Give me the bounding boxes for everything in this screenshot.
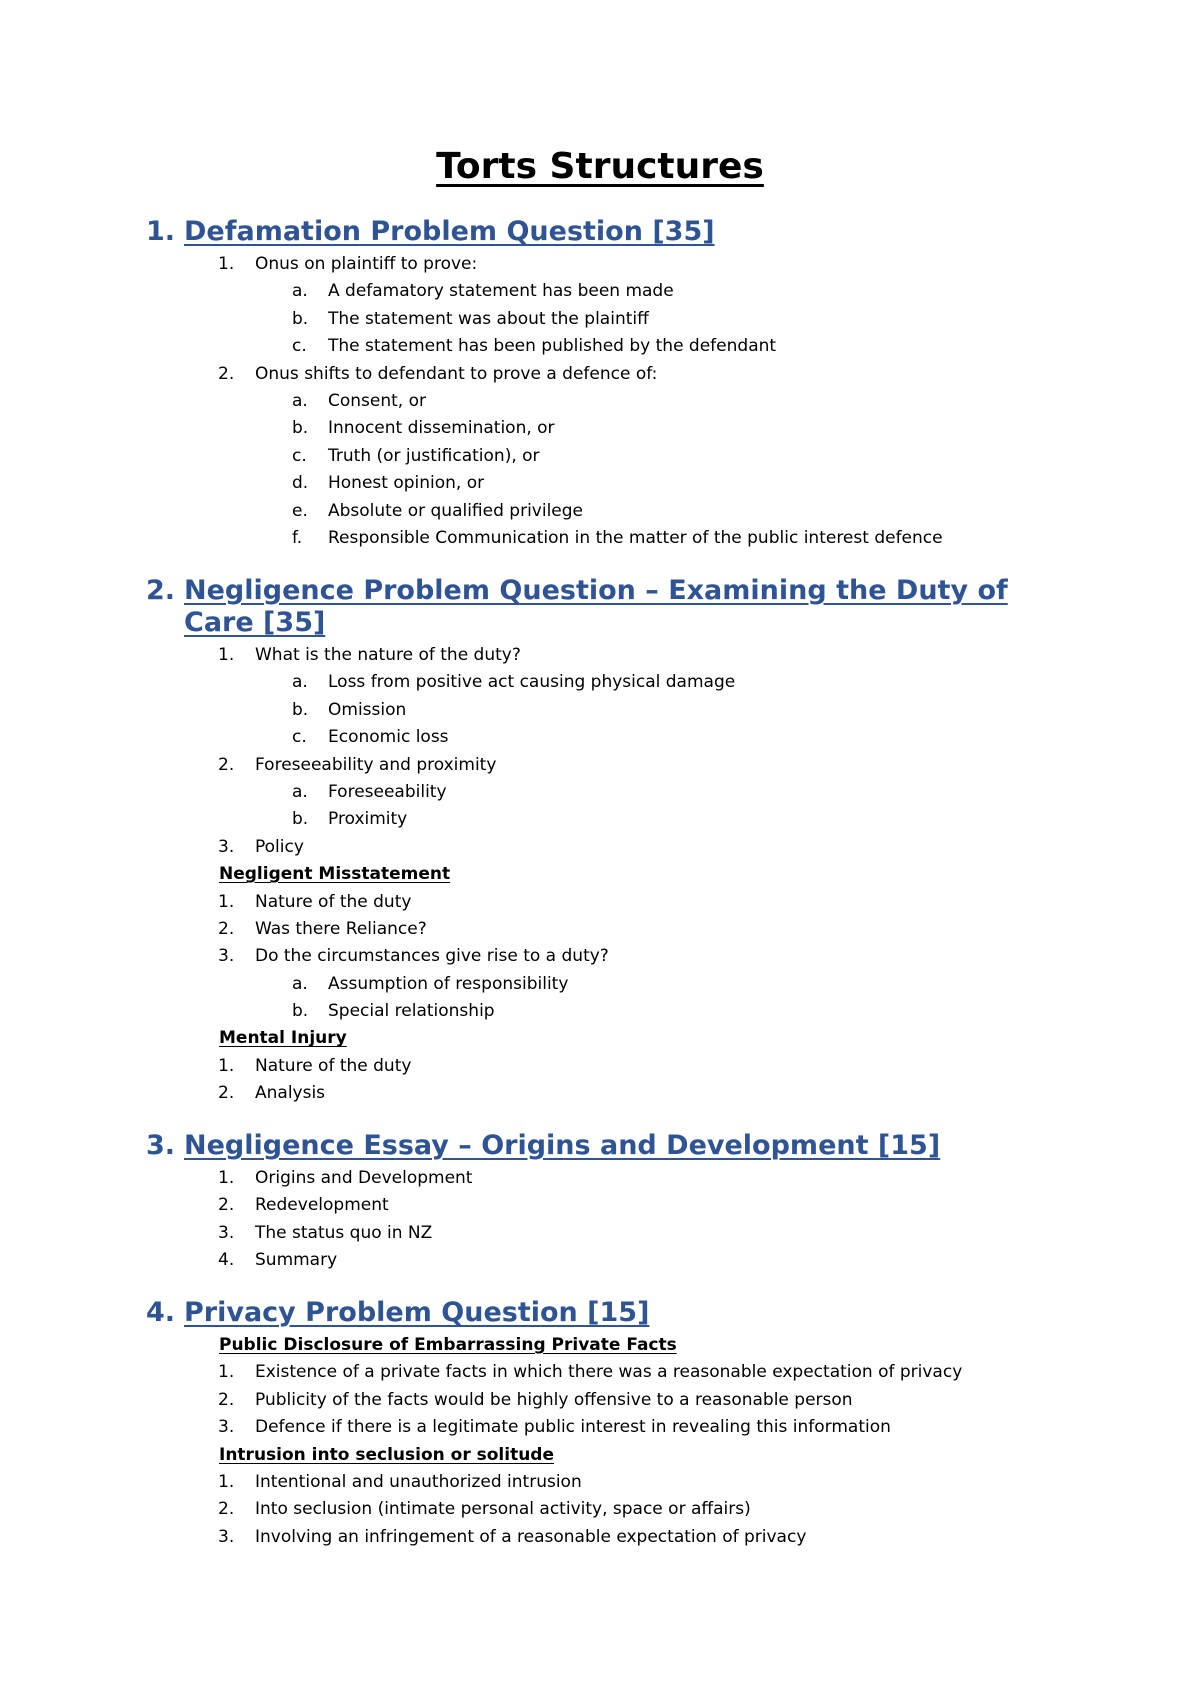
list-marker: f. [292,527,303,548]
list-item-text: Special relationship [328,1001,495,1022]
section-heading [146,1297,1076,1329]
section-heading-text: Negligence Problem Question – Examining the Duty of Care [35] [184,575,1008,638]
list-marker: a. [292,973,308,994]
list-marker: c. [292,727,307,748]
section-heading [146,216,1076,248]
list-item-text: Foreseeability [328,781,447,802]
list-item-text: Responsible Communication in the matter of the public interest defence [328,527,943,548]
list-item [146,1192,1076,1219]
section-number: 1. [146,216,176,247]
list-item-text: Into seclusion (intimate personal activity, space or affairs) [255,1499,751,1520]
list-item [146,1080,1076,1107]
list-subitem [146,971,1076,998]
list-item-text: Onus on plaintiff to prove: [255,254,478,274]
list-marker: b. [292,1001,309,1022]
list-item-text: Policy [255,836,304,857]
list-subitem [146,278,1076,305]
list-subitem [146,779,1076,806]
list-marker: a. [292,672,308,693]
list-item-text: Intentional and unauthorized intrusion [255,1471,582,1492]
list-item-text: Origins and Development [255,1168,473,1188]
subheading-text: Mental Injury [219,1028,347,1049]
list-item-text: Innocent dissemination, or [328,418,555,439]
list-item-text: A defamatory statement has been made [328,281,674,302]
section-privacy [146,1297,1076,1551]
list-marker: c. [292,336,307,357]
list-marker: 2. [218,754,235,775]
list-marker: 1. [218,1362,235,1383]
list-item [146,1496,1076,1523]
list-item-text: Omission [328,699,407,720]
list-marker: 4. [218,1250,235,1271]
list-item-text: Existence of a private facts in which there was a reasonable expectation of privacy [255,1362,963,1383]
list-item-text: Loss from positive act causing physical damage [328,672,736,693]
list-item-text: Honest opinion, or [328,473,485,494]
list-item-text: The statement was about the plaintiff [328,308,649,329]
list-subitem [146,806,1076,833]
list-item-text: Summary [255,1250,338,1271]
list-marker: 3. [218,836,235,857]
list-item [146,1359,1076,1386]
list-marker: 2. [218,918,235,939]
list-item-text: Consent, or [328,390,426,411]
list-marker: 3. [218,946,235,967]
list-marker: 2. [218,1389,235,1410]
list-subitem [146,415,1076,442]
list-item [146,834,1076,861]
list-marker: a. [292,390,308,411]
list-marker: 2. [218,1499,235,1520]
list-marker: 3. [218,1526,235,1547]
section-number: 3. [146,1130,176,1161]
list-marker: a. [292,781,308,802]
list-subitem [146,998,1076,1025]
list-marker: 3. [218,1222,235,1243]
list-item [146,642,1076,669]
list-item [146,1524,1076,1551]
list-marker: c. [292,445,307,466]
list-marker: a. [292,281,308,302]
subheading [146,861,1076,888]
list-item [146,1165,1076,1192]
subheading-text: Negligent Misstatement [219,864,451,885]
subheading-text: Intrusion into seclusion or solitude [219,1444,555,1465]
document-title: Torts Structures [436,146,764,187]
list-item-text: Economic loss [328,727,449,748]
list-subitem [146,306,1076,333]
list-marker: 1. [218,1471,235,1492]
list-item-text: Publicity of the facts would be highly offensive to a reasonable person [255,1389,853,1410]
list-marker: b. [292,699,309,720]
list-item-text: Nature of the duty [255,891,412,912]
list-item-text: Do the circumstances give rise to a duty? [255,946,609,967]
section-number: 4. [146,1297,176,1328]
list-item [146,1387,1076,1414]
list-marker: 2. [218,1195,235,1216]
list-item [146,251,1076,278]
list-item-text: Absolute or qualified privilege [328,500,584,521]
list-item [146,1053,1076,1080]
list-subitem [146,333,1076,360]
list-item [146,889,1076,916]
list-item-text: Foreseeability and proximity [255,754,497,775]
list-item-text: Truth (or justification), or [328,445,540,466]
list-item-text: Nature of the duty [255,1055,412,1076]
list-marker: 2. [218,363,235,384]
list-marker: 1. [218,1055,235,1076]
subheading [146,1332,1076,1359]
subheading [146,1442,1076,1469]
section-number: 2. [146,575,176,606]
section-negligence-duty [146,575,1076,1108]
list-item [146,361,1076,388]
list-item-text: Proximity [328,809,408,830]
list-item-text: Onus shifts to defendant to prove a defence of: [255,363,658,384]
list-item [146,1414,1076,1441]
list-marker: b. [292,308,309,329]
list-subitem [146,697,1076,724]
subheading-text: Public Disclosure of Embarrassing Private Facts [219,1335,677,1355]
list-item-text: Analysis [255,1083,326,1104]
list-item-text: Assumption of responsibility [328,973,569,994]
list-item-text: Involving an infringement of a reasonable expectation of privacy [255,1526,807,1547]
section-heading-text: Negligence Essay – Origins and Development [15] [184,1130,941,1161]
list-marker: 1. [218,1168,235,1188]
list-item-text: The status quo in NZ [255,1222,433,1243]
section-heading [146,1130,1076,1162]
list-marker: 1. [218,645,235,665]
list-item-text: Was there Reliance? [255,918,427,939]
list-item [146,1469,1076,1496]
list-subitem [146,388,1076,415]
list-subitem [146,443,1076,470]
list-item [146,1220,1076,1247]
list-subitem [146,669,1076,696]
section-heading-text: Defamation Problem Question [35] [184,216,715,247]
list-subitem [146,498,1076,525]
list-item [146,1247,1076,1274]
section-heading-text: Privacy Problem Question [15] [184,1297,650,1328]
list-subitem [146,525,1076,552]
section-defamation [146,216,1076,552]
section-negligence-essay [146,1130,1076,1275]
list-item [146,752,1076,779]
list-item [146,916,1076,943]
list-item-text: What is the nature of the duty? [255,645,521,665]
list-marker: b. [292,809,309,830]
list-item [146,943,1076,970]
list-marker: 3. [218,1417,235,1438]
list-subitem [146,724,1076,751]
list-item-text: The statement has been published by the defendant [328,336,777,357]
list-marker: 1. [218,254,235,274]
list-marker: e. [292,500,308,521]
list-subitem [146,470,1076,497]
list-marker: d. [292,473,309,494]
list-marker: 2. [218,1083,235,1104]
list-item-text: Defence if there is a legitimate public interest in revealing this information [255,1417,891,1438]
subheading [146,1025,1076,1052]
section-heading [146,575,1076,639]
list-marker: 1. [218,891,235,912]
list-item-text: Redevelopment [255,1195,389,1216]
list-marker: b. [292,418,309,439]
